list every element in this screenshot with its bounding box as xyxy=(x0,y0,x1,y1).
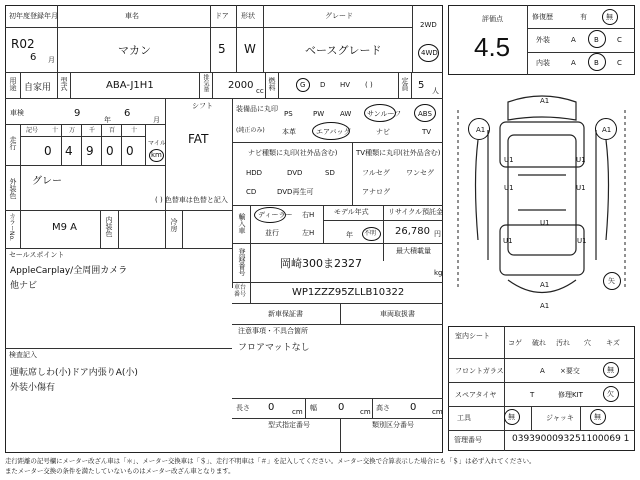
windshield-label: フロントガラス xyxy=(455,367,504,375)
equip-airbag: エアバッグ xyxy=(316,128,351,136)
mark-a1-4: A1 xyxy=(540,281,550,289)
navi-title: ナビ種類に丸印(社外品含む) xyxy=(248,149,338,157)
new-car-warranty: 新車保証書 xyxy=(268,310,303,318)
mark-a1-3: A1 xyxy=(602,126,612,134)
fuel-g: G xyxy=(300,81,306,89)
shift-label: シフト xyxy=(192,102,213,110)
equip-navi: ナビ xyxy=(376,128,390,136)
cooling-label: 冷房 xyxy=(170,218,178,232)
displacement: 2000 xyxy=(228,80,254,91)
equipment-sub: (純正のみ) xyxy=(236,127,265,134)
spare-kit: 修理KIT xyxy=(558,391,583,399)
color-code-label: カラーNo. xyxy=(8,213,15,241)
import-right: 右H xyxy=(302,211,315,219)
sales-point-label: セールスポイント xyxy=(9,251,65,259)
recycle-value: 26,780 xyxy=(395,226,430,237)
ext-c: C xyxy=(617,36,622,44)
equipment-title: 装備品に丸印 xyxy=(236,105,278,113)
interior-label: 内装 xyxy=(536,59,550,67)
usage: 自家用 xyxy=(24,83,52,93)
spare-label: スペアタイヤ xyxy=(455,391,497,399)
digit-label-4: 百 xyxy=(109,127,116,134)
cc-unit: cc xyxy=(256,87,264,95)
digit-label-1: 十 xyxy=(52,127,59,134)
vin: WP1ZZZ95ZLLB10322 xyxy=(292,287,405,298)
jack-label: ジャッキ xyxy=(546,414,574,422)
navi-dvd: DVD xyxy=(287,169,303,177)
mark-u1-2: U1 xyxy=(576,156,586,164)
recycle-yen: 円 xyxy=(434,230,441,238)
width-cm: cm xyxy=(360,408,371,416)
mark-arrow: 矢 xyxy=(608,277,615,285)
tv-fullseg: フルセグ xyxy=(362,169,390,177)
mark-a1-5: A1 xyxy=(540,302,550,310)
color-label: 外装色 xyxy=(9,178,17,199)
sales-point-line-2: 他ナビ xyxy=(10,281,38,291)
tools-val: 無 xyxy=(508,413,515,421)
equip-abs: ABS xyxy=(418,110,432,118)
windshield-no: 無 xyxy=(607,366,614,374)
vehicle-manual: 車両取扱書 xyxy=(380,310,415,318)
repair-no: 無 xyxy=(606,13,613,21)
vin-label: 車台番号 xyxy=(234,284,247,298)
repair-yes: 有 xyxy=(580,13,587,21)
footer-line-2: またメーター交換の条件を満たしていないものはメーター改ざん車となります。 xyxy=(5,467,235,475)
interior-seat-label: 室内シート xyxy=(455,332,490,340)
length-label: 長さ xyxy=(236,404,250,412)
drive-2wd: 2WD xyxy=(420,21,437,29)
import-dealer: ディーラー xyxy=(258,211,293,219)
navi-sd: SD xyxy=(325,169,335,177)
shape: W xyxy=(244,42,256,56)
footer-line-1: 走行距離の記号欄にメーター改ざん車は「＊」、メーター交換車は「＄」、走行不明車は「＃」を記入してください。メーター交換で合算表示した場合にも「＄」は必ず入れてください。 xyxy=(5,457,536,465)
width: 0 xyxy=(338,402,345,413)
int-b: B xyxy=(594,59,599,67)
inspection-label: 車検 xyxy=(10,109,24,117)
reg-year-label: 初年度登録年月 xyxy=(9,12,58,20)
door-label: ドア xyxy=(215,12,229,20)
color-code: M9 A xyxy=(52,222,78,233)
drive-4wd: 4WD xyxy=(421,49,438,57)
grade: ベースグレード xyxy=(305,44,382,57)
height: 0 xyxy=(410,402,417,413)
month-unit: 月 xyxy=(48,56,55,64)
digit-4: 0 xyxy=(44,144,52,158)
color-value: グレー xyxy=(32,176,62,187)
navi-cd: CD xyxy=(246,188,257,196)
reg-number-label: 登録番号 xyxy=(238,248,246,276)
car-name: マカン xyxy=(118,44,151,57)
disp-label: 排気量 xyxy=(202,74,209,92)
seat-yabure: 破れ xyxy=(532,339,546,347)
jack-val: 無 xyxy=(594,413,601,421)
reg-month: 6 xyxy=(30,52,37,63)
notes-label: 注意事項・不具合箇所 xyxy=(238,327,308,335)
inspection-month: 6 xyxy=(124,108,131,119)
mark-u1-6: U1 xyxy=(503,237,513,245)
tools-label: 工具 xyxy=(457,414,471,422)
score-label: 評価点 xyxy=(482,15,503,23)
mark-u1-1: U1 xyxy=(504,156,514,164)
sales-point-line-1: AppleCarplay/全周囲カメラ xyxy=(10,266,128,276)
windshield-a: A xyxy=(540,367,545,375)
seat-koge: コゲ xyxy=(508,339,522,347)
mark-u1-5: U1 xyxy=(540,219,550,227)
model-year-unit: 年 xyxy=(346,231,353,239)
exterior-label: 外装 xyxy=(536,36,550,44)
length-cm: cm xyxy=(292,408,303,416)
color-note: ( ) 色替車は色替と記入 xyxy=(155,196,228,204)
digit-label-3: 千 xyxy=(89,127,96,134)
kg-unit: kg xyxy=(434,269,443,277)
inspector-notes-line-2: 外装小傷有 xyxy=(10,383,56,393)
inspection-year-unit: 年 xyxy=(104,116,111,124)
equip-sunroof: サンルーフ xyxy=(367,110,402,118)
digit-0: 4 xyxy=(65,144,73,158)
int-c: C xyxy=(617,59,622,67)
inspector-notes-line-1: 運転席しわ(小)ドア内張りA(小) xyxy=(10,368,138,378)
import-parallel: 並行 xyxy=(265,229,279,237)
spare-none: 欠 xyxy=(607,390,614,398)
seat-yogore: 汚れ xyxy=(556,339,570,347)
shift: FAT xyxy=(188,132,209,146)
capacity-label: 定員 xyxy=(401,77,409,91)
mark-a1-1: A1 xyxy=(540,97,550,105)
digit-label-2: 万 xyxy=(69,127,76,134)
model: ABA-J1H1 xyxy=(106,80,154,91)
recycle-label: リサイクル預託金 xyxy=(388,208,444,216)
inspection-month-unit: 月 xyxy=(153,116,160,124)
notes: フロアマットなし xyxy=(238,343,310,353)
equip-leather: 本革 xyxy=(282,128,296,136)
inspection-year: 9 xyxy=(74,108,81,119)
windshield-x: ×要交 xyxy=(560,367,580,375)
shape-label: 形状 xyxy=(241,12,255,20)
max-load-label: 最大積載量 xyxy=(396,247,431,255)
fuel-other: ( ) xyxy=(365,81,373,89)
grade-label: グレード xyxy=(325,12,353,20)
height-label: 高さ xyxy=(376,404,390,412)
int-a: A xyxy=(571,59,576,67)
tv-title: TV種類に丸印(社外品含む) xyxy=(356,149,441,157)
digit-3: 0 xyxy=(126,144,134,158)
width-label: 幅 xyxy=(310,404,317,412)
inspector-notes-label: 検査記入 xyxy=(9,351,37,359)
navi-dvd-play: DVD再生可 xyxy=(277,188,314,196)
repair-label: 修復歴 xyxy=(532,13,553,21)
length: 0 xyxy=(268,402,275,413)
mgmt-label: 管理番号 xyxy=(454,436,482,444)
model-year-label: モデル年式 xyxy=(334,208,369,216)
model-label: 型式 xyxy=(60,77,68,91)
equip-tv: TV xyxy=(422,128,432,136)
digit-2: 0 xyxy=(106,144,114,158)
capacity: 5 xyxy=(418,80,425,91)
mile-unit: マイル xyxy=(148,140,166,147)
mark-a1-2: A1 xyxy=(476,126,486,134)
seat-kizu: キズ xyxy=(606,339,620,347)
spare-t: T xyxy=(530,391,535,399)
person-unit: 人 xyxy=(432,87,439,95)
model-year-unknown: 不明 xyxy=(364,230,377,237)
import-left: 左H xyxy=(302,229,315,237)
score: 4.5 xyxy=(474,32,511,62)
ext-b: B xyxy=(594,36,599,44)
reg-number: 岡崎300ま2327 xyxy=(280,257,362,270)
tv-analog: アナログ xyxy=(362,188,390,196)
height-cm: cm xyxy=(432,408,443,416)
km-unit: km xyxy=(151,151,162,159)
digit-label-0: 記号 xyxy=(26,127,39,134)
doors: 5 xyxy=(218,42,226,56)
reg-year: R02 xyxy=(11,37,35,51)
ext-a: A xyxy=(571,36,576,44)
fuel-d: D xyxy=(320,81,326,89)
mileage-label: 走行 xyxy=(9,136,17,150)
digit-label-5: 十 xyxy=(131,127,138,134)
import-label: 輸入車 xyxy=(238,213,246,234)
equip-pw: PW xyxy=(313,110,325,118)
usage-label: 用途 xyxy=(9,77,17,91)
equip-ps: PS xyxy=(284,110,293,118)
mark-u1-4: U1 xyxy=(576,184,586,192)
mark-u1-7: U1 xyxy=(577,237,587,245)
interior-color-label: 内装色 xyxy=(105,216,113,237)
car-name-label: 車名 xyxy=(125,12,139,20)
equip-aw: AW xyxy=(340,110,352,118)
fuel-label: 燃料 xyxy=(268,77,276,91)
mark-u1-3: U1 xyxy=(504,184,514,192)
type-number-label: 型式指定番号 xyxy=(268,421,310,429)
navi-hdd: HDD xyxy=(246,169,263,177)
mgmt-number: 0393900093251100069 1 xyxy=(512,434,630,444)
seat-ana: 穴 xyxy=(584,339,591,347)
digit-1: 9 xyxy=(86,144,94,158)
tv-oneseg: ワンセグ xyxy=(406,169,434,177)
fuel-hv: HV xyxy=(340,81,351,89)
class-number-label: 類別区分番号 xyxy=(372,421,414,429)
